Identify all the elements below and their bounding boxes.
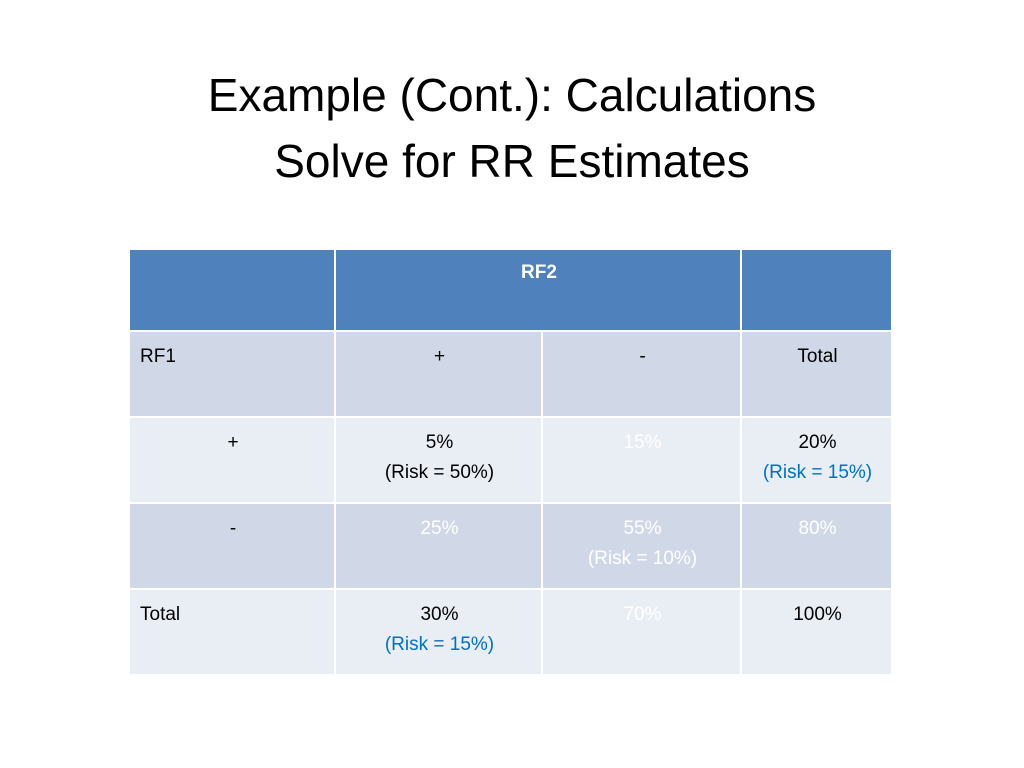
cell-risk-note: (Risk = 50%) [384,462,495,483]
plus-total-cell [741,417,892,503]
table-row-rf1 [129,331,892,417]
cell-value: 20% [798,432,837,453]
table-header-row [129,249,892,331]
risk-ratio-table [128,248,893,676]
cell-value-faded: 80% [798,518,837,539]
minus-minus-cell [542,503,741,589]
total-row-label: Total [140,604,181,625]
rf1-label-cell [129,331,335,417]
title-line-1: Example (Cont.): Calculations [207,69,817,121]
total-header-label: Total [797,346,838,367]
minus-row-label: - [229,518,237,539]
plus-label-cell [129,417,335,503]
cell-value: 100% [793,604,842,625]
plus-minus-cell [542,417,741,503]
total-plus-cell [335,589,542,675]
total-minus-cell [542,589,741,675]
rf2-minus-header-cell [542,331,741,417]
total-label-cell [129,589,335,675]
minus-total-cell [741,503,892,589]
total-header-cell [741,331,892,417]
cell-value: 5% [425,432,454,453]
header-empty-cell-right [741,249,892,331]
table-row-plus [129,417,892,503]
plus-row-label: + [227,432,239,453]
title-line-2: Solve for RR Estimates [274,135,750,187]
plus-plus-cell [335,417,542,503]
cell-risk-note-faded: (Risk = 10%) [587,548,698,569]
header-empty-cell [129,249,335,331]
total-total-cell [741,589,892,675]
cell-value-faded: 25% [420,518,459,539]
cell-value: 30% [420,604,459,625]
cell-risk-note-highlight: (Risk = 15%) [762,462,873,483]
minus-plus-cell [335,503,542,589]
header-rf2-cell [335,249,741,331]
cell-value-faded: 70% [623,604,662,625]
cell-value-faded: 15% [623,432,662,453]
rf1-label: RF1 [140,346,176,367]
slide-title [0,62,1024,194]
rf2-plus-header-cell [335,331,542,417]
rf2-plus-label: + [433,346,446,367]
minus-label-cell [129,503,335,589]
cell-value-faded: 55% [623,518,662,539]
rf2-minus-label: - [639,346,646,367]
header-rf2-label: RF2 [521,262,557,283]
table-row-minus [129,503,892,589]
table-row-total [129,589,892,675]
cell-risk-note-highlight: (Risk = 15%) [384,634,495,655]
